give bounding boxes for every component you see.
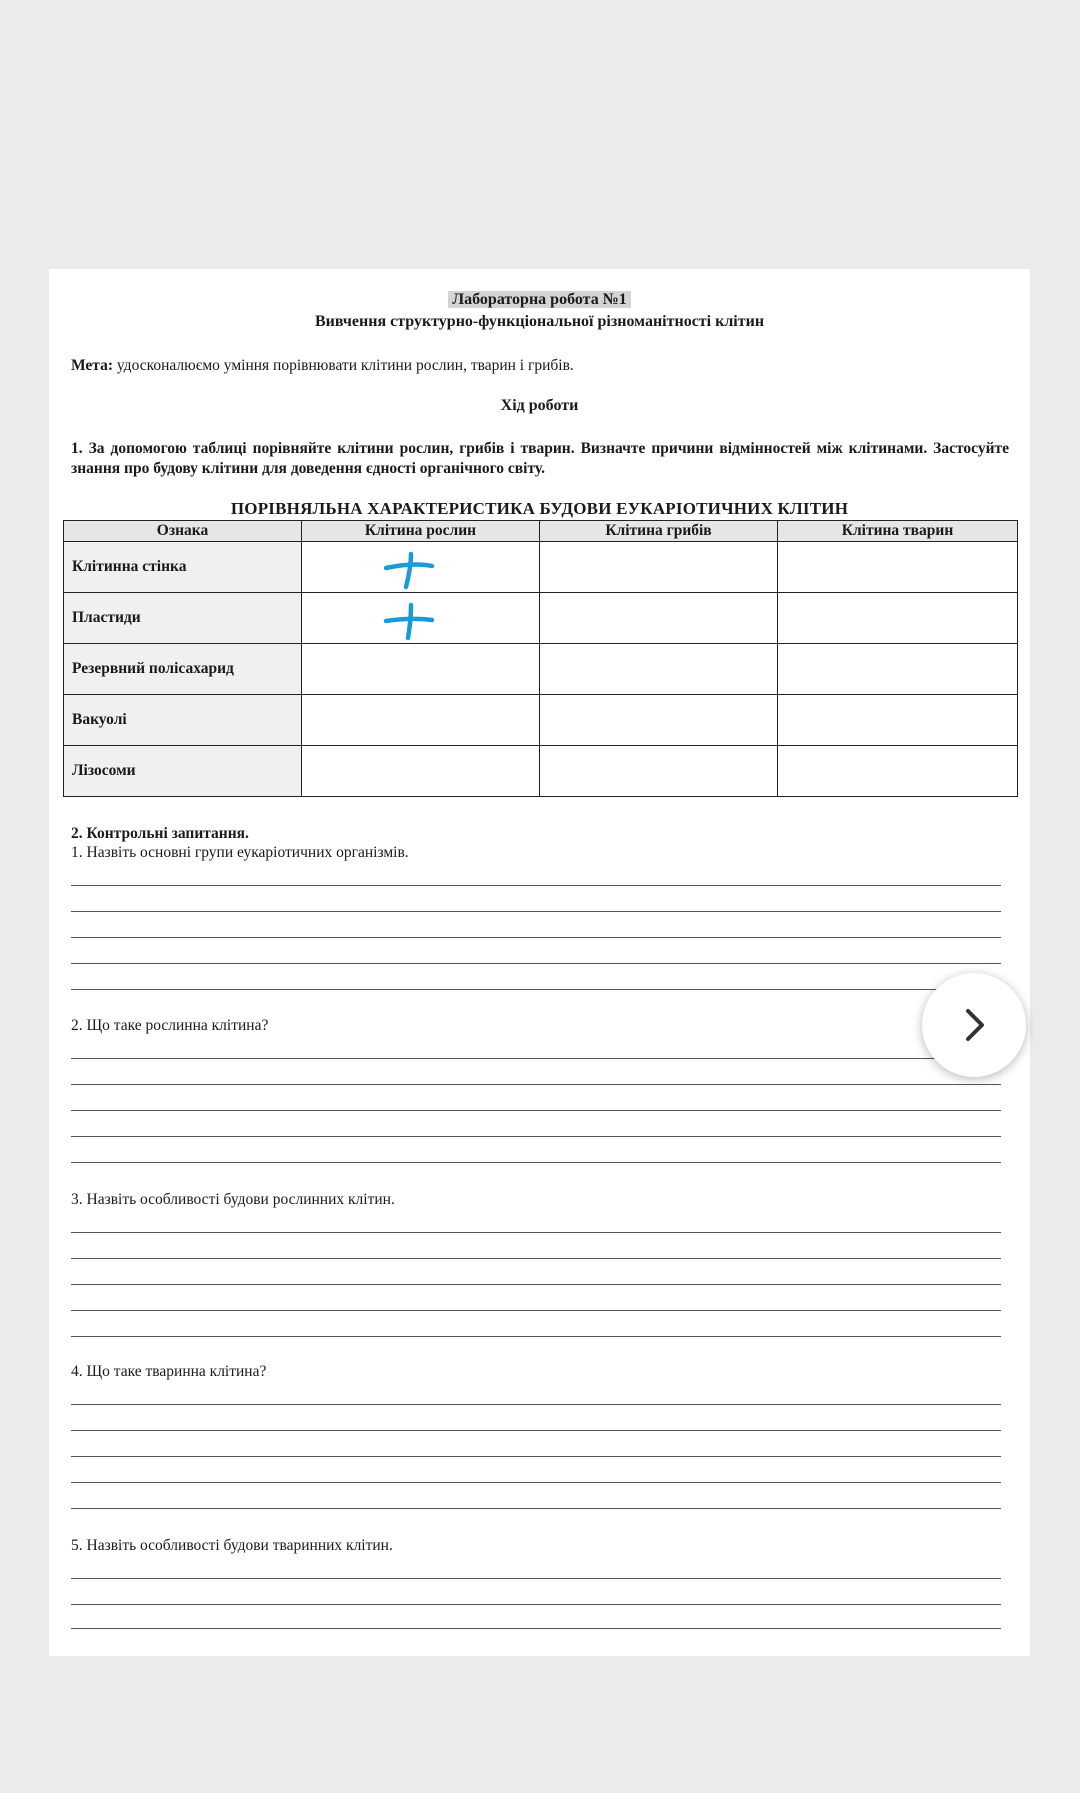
answer-line[interactable]: [71, 1084, 1001, 1085]
lab-subtitle: Вивчення структурно-функціональної різноманітності клітин: [314, 313, 765, 330]
comparison-table: [63, 520, 1018, 797]
feature-cell: Резервний полісахарид: [64, 644, 302, 695]
goal-label: Мета:: [71, 357, 114, 374]
answer-line[interactable]: [71, 1404, 1001, 1405]
header-animal: Клітина тварин: [778, 521, 1018, 542]
header-feature: Ознака: [64, 521, 302, 542]
feature-cell: Вакуолі: [64, 695, 302, 746]
animal-cell[interactable]: [778, 746, 1018, 797]
answer-line[interactable]: [71, 1284, 1001, 1285]
answer-line[interactable]: [71, 885, 1001, 886]
question-1: 1. Назвіть основні групи еукаріотичних організмів.: [71, 844, 409, 861]
table-caption: ПОРІВНЯЛЬНА ХАРАКТЕРИСТИКА БУДОВИ ЕУКАРІОТИЧНИХ КЛІТИН: [230, 499, 849, 518]
table-row: [64, 695, 1018, 746]
table-row: [64, 542, 1018, 593]
animal-cell[interactable]: [778, 695, 1018, 746]
animal-cell[interactable]: [778, 542, 1018, 593]
fungi-cell[interactable]: [540, 542, 778, 593]
fungi-cell[interactable]: [540, 695, 778, 746]
fungi-cell[interactable]: [540, 746, 778, 797]
answer-line[interactable]: [71, 1628, 1001, 1629]
handwritten-plus-icon: [382, 550, 438, 590]
answer-line[interactable]: [71, 1310, 1001, 1311]
table-row: [64, 746, 1018, 797]
answer-line[interactable]: [71, 911, 1001, 912]
next-page-button[interactable]: [922, 973, 1026, 1077]
table-row: [64, 644, 1018, 695]
feature-cell: Лізосоми: [64, 746, 302, 797]
plant-cell[interactable]: [302, 542, 540, 593]
answer-line[interactable]: [71, 1336, 1001, 1337]
feature-cell: Клітинна стінка: [64, 542, 302, 593]
answer-line[interactable]: [71, 1232, 1001, 1233]
document-page: [49, 269, 1030, 1656]
animal-cell[interactable]: [778, 644, 1018, 695]
answer-line[interactable]: [71, 1482, 1001, 1483]
task-1: 1. За допомогою таблиці порівняйте клітини рослин, грибів і тварин. Визначте причини відмінностей між клітинами. Застосуйте знання про будову клітини для доведення єдності органічного світу.: [71, 440, 1009, 477]
animal-cell[interactable]: [778, 593, 1018, 644]
answer-line[interactable]: [71, 1604, 1001, 1605]
answer-line[interactable]: [71, 1456, 1001, 1457]
header-fungi: Клітина грибів: [540, 521, 778, 542]
header-plant: Клітина рослин: [302, 521, 540, 542]
fungi-cell[interactable]: [540, 593, 778, 644]
handwritten-plus-icon: [382, 601, 438, 641]
question-2: 2. Що таке рослинна клітина?: [71, 1017, 269, 1034]
answer-line[interactable]: [71, 1110, 1001, 1111]
table-row: [64, 593, 1018, 644]
questions-title: 2. Контрольні запитання.: [71, 825, 249, 842]
answer-line[interactable]: [71, 1258, 1001, 1259]
progress-heading: Хід роботи: [500, 397, 579, 414]
goal: [71, 357, 574, 375]
plant-cell[interactable]: [302, 695, 540, 746]
answer-line[interactable]: [71, 1058, 1001, 1059]
plant-cell[interactable]: [302, 746, 540, 797]
table-header-row: [64, 521, 1018, 542]
answer-line[interactable]: [71, 1162, 1001, 1163]
goal-text: удосконалюємо уміння порівнювати клітини рослин, тварин і грибів.: [113, 357, 574, 374]
answer-line[interactable]: [71, 989, 1001, 990]
answer-line[interactable]: [71, 1578, 1001, 1579]
answer-line[interactable]: [71, 963, 1001, 964]
chevron-right-icon: [957, 1005, 991, 1045]
answer-line[interactable]: [71, 937, 1001, 938]
lab-title: Лабораторна робота №1: [49, 291, 1030, 309]
plant-cell[interactable]: [302, 593, 540, 644]
feature-cell: Пластиди: [64, 593, 302, 644]
fungi-cell[interactable]: [540, 644, 778, 695]
answer-line[interactable]: [71, 1430, 1001, 1431]
plant-cell[interactable]: [302, 644, 540, 695]
answer-line[interactable]: [71, 1136, 1001, 1137]
question-5: 5. Назвіть особливості будови тваринних клітин.: [71, 1537, 393, 1554]
question-4: 4. Що таке тваринна клітина?: [71, 1363, 267, 1380]
question-3: 3. Назвіть особливості будови рослинних клітин.: [71, 1191, 395, 1208]
answer-line[interactable]: [71, 1508, 1001, 1509]
